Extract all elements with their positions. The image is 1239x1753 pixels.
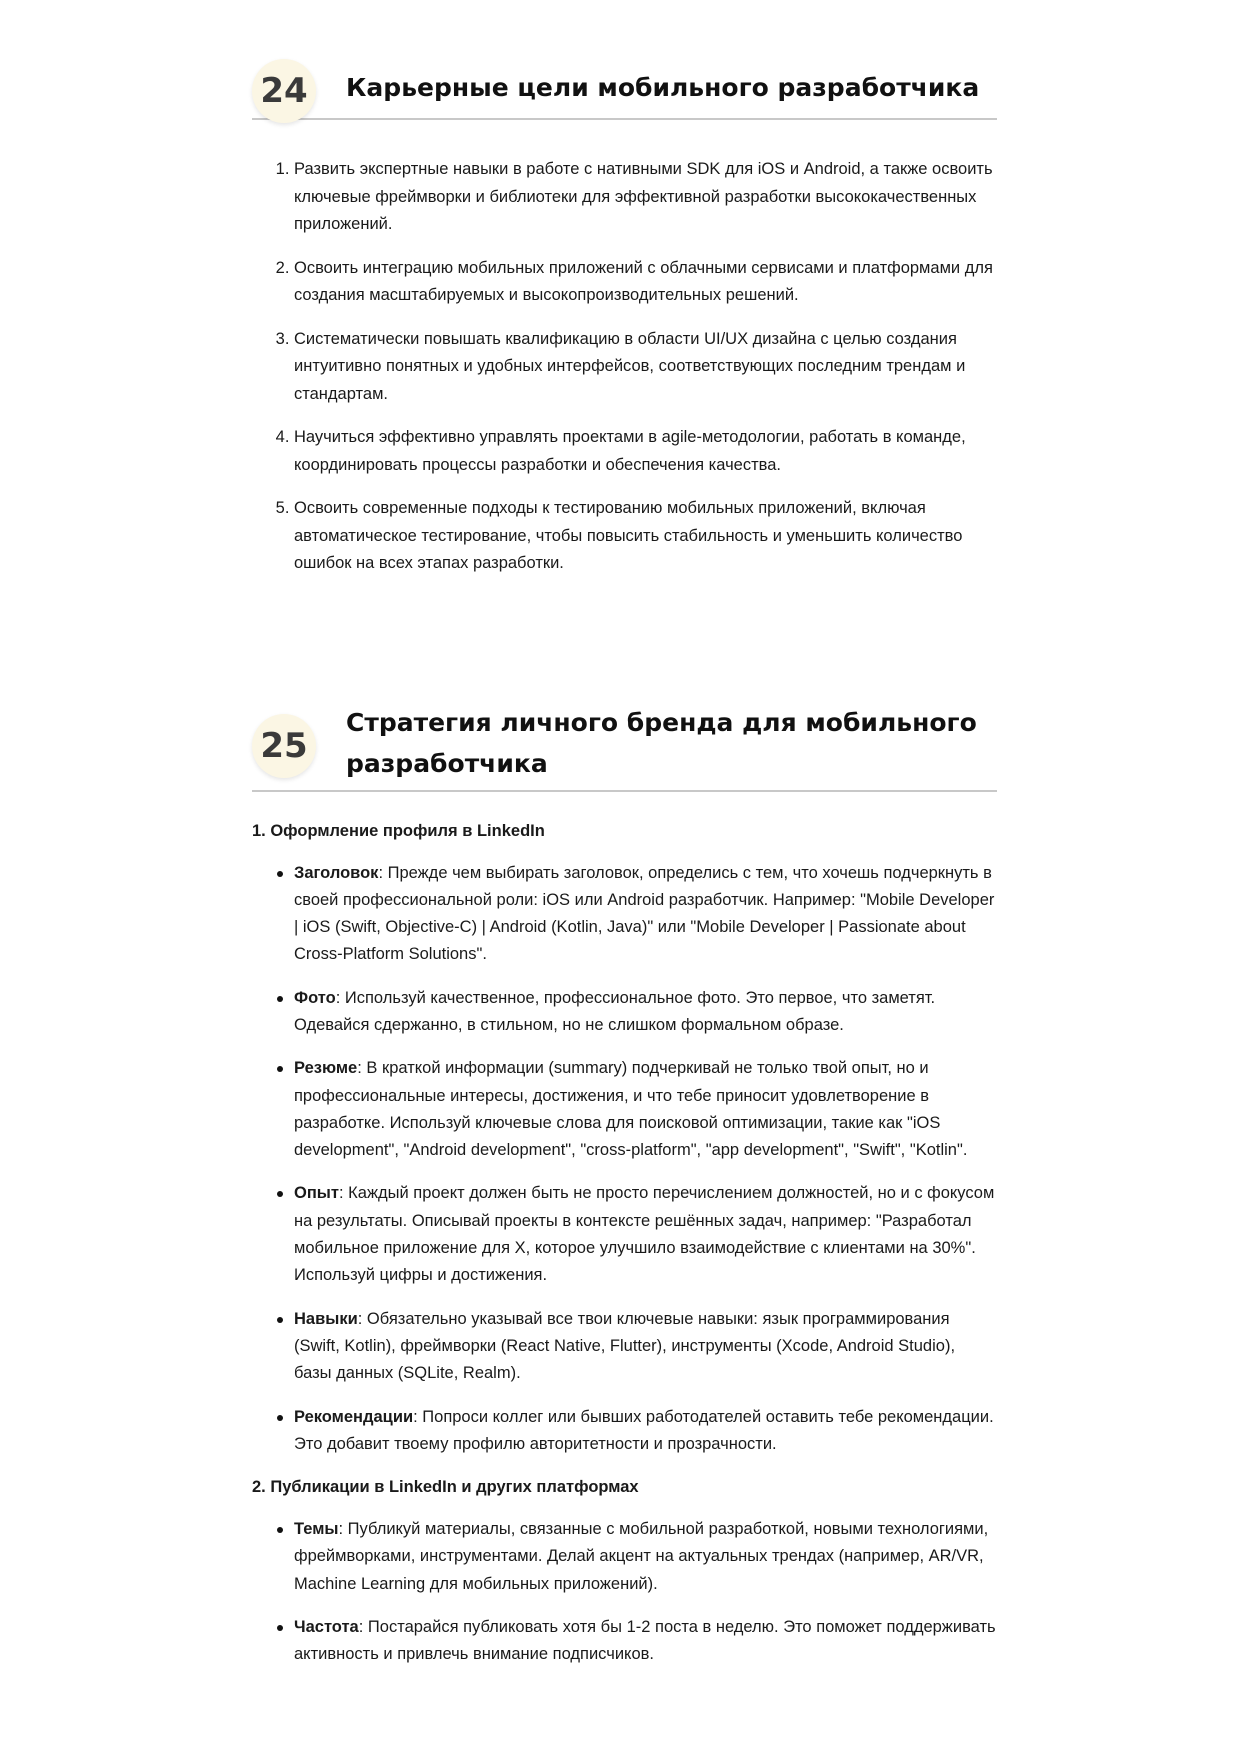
section-title-line: разработчика [346,748,548,778]
list-item [294,860,997,969]
list-item [294,985,997,1040]
list-item [294,1055,997,1164]
section-title: Карьерные цели мобильного разработчика [346,73,980,102]
item-term: Темы [294,1520,339,1539]
bullet-icon [277,1317,283,1323]
goal-item: 4. Научиться эффективно управлять проектами в agile-методологии, работать в команде, координировать процессы разработки и обеспечения качества. [294,424,997,479]
section-number-badge: 24 [252,59,316,123]
section-title-line: Стратегия личного бренда для мобильного [346,707,977,737]
subsection-heading: 2. Публикации в LinkedIn и других платформах [252,1478,639,1497]
list-item [294,1614,997,1669]
list-item [294,1516,997,1598]
item-text: : В краткой информации (summary) подчеркивай не только твой опыт, но и профессиональные интересы, достижения, и что тебе приносит удовлетворение в разработке. Используй ключевые слова для поисковой оптимизации, такие как "iOS development", "Android development", "cross-platform", "app development", "Swift", "Kotlin". [294,1059,968,1160]
list-item [294,1180,997,1289]
item-term: Заголовок [294,863,379,882]
item-text: : Обязательно указывай все твои ключевые навыки: язык программирования (Swift, Kotlin), фреймворки (React Native, Flutter), инструменты (Xcode, Android Studio), базы данных (SQLite, Realm). [294,1309,956,1383]
goal-item: 5. Освоить современные подходы к тестированию мобильных приложений, включая автоматическое тестирование, чтобы повысить стабильность и уменьшить количество ошибок на всех этапах разработки. [294,495,997,578]
item-text: : Постарайся публиковать хотя бы 1-2 поста в неделю. Это поможет поддерживать активность и привлечь внимание подписчиков. [294,1618,996,1664]
goal-item: 1. Развить экспертные навыки в работе с нативными SDK для iOS и Android, а также освоить ключевые фреймворки и библиотеки для эффективной разработки высококачественных приложений. [294,156,997,239]
bullet-icon [277,1415,283,1421]
item-term: Резюме [294,1059,358,1078]
section-25-header [252,702,997,792]
item-term: Рекомендации [294,1407,414,1426]
bullet-icon [277,1527,283,1533]
bullet-icon [277,1066,283,1072]
item-term: Фото [294,988,336,1007]
bullet-icon [277,1191,283,1197]
item-text: : Используй качественное, профессиональное фото. Это первое, что заметят. Одевайся сдержанно, в стильном, но не слишком формальном образе. [294,988,936,1034]
item-text: : Попроси коллег или бывших работодателей оставить тебе рекомендации. Это добавит твоему профилю авторитетности и прозрачности. [294,1407,994,1453]
item-term: Опыт [294,1184,339,1203]
document-page [252,0,997,1685]
bullet-icon [277,1625,283,1631]
bullet-icon [277,871,283,877]
career-goals-list [252,156,997,578]
section-number-badge: 25 [252,714,316,778]
item-text: : Публикуй материалы, связанные с мобильной разработкой, новыми технологиями, фреймворками, инструментами. Делай акцент на актуальных трендах (например, AR/VR, Machine Learning для мобильных приложений). [294,1520,989,1593]
list-item [294,1404,997,1459]
publications-list [252,1516,997,1668]
item-term: Навыки [294,1309,358,1328]
goal-item: 2. Освоить интеграцию мобильных приложений с облачными сервисами и платформами для создания масштабируемых и высокопроизводительных решений. [294,255,997,310]
item-term: Частота [294,1618,359,1637]
list-item [294,1306,997,1388]
bullet-icon [277,996,283,1002]
goal-item: 3. Систематически повышать квалификацию в области UI/UX дизайна с целью создания интуитивно понятных и удобных интерфейсов, соответствующих последним трендам и стандартам. [294,326,997,409]
item-text: : Каждый проект должен быть не просто перечислением должностей, но и с фокусом на результаты. Описывай проекты в контексте решённых задач, например: "Разработал мобильное приложение для X, которое улучшило взаимодействие с клиентами на 30%". Используй цифры и достижения. [294,1184,995,1285]
section-title [252,702,997,784]
linkedin-profile-list [252,860,997,1459]
subsection-heading: 1. Оформление профиля в LinkedIn [252,821,545,840]
section-24-header [252,54,997,120]
item-text: : Прежде чем выбирать заголовок, определись с тем, что хочешь подчеркнуть в своей профессиональной роли: iOS или Android разработчик. Например: "Mobile Developer | iOS (Swift, Objective-C) | Android (Kotlin, Java)" или "Mobile Developer | Passionate about Cross-Platform Solutions". [294,863,995,964]
